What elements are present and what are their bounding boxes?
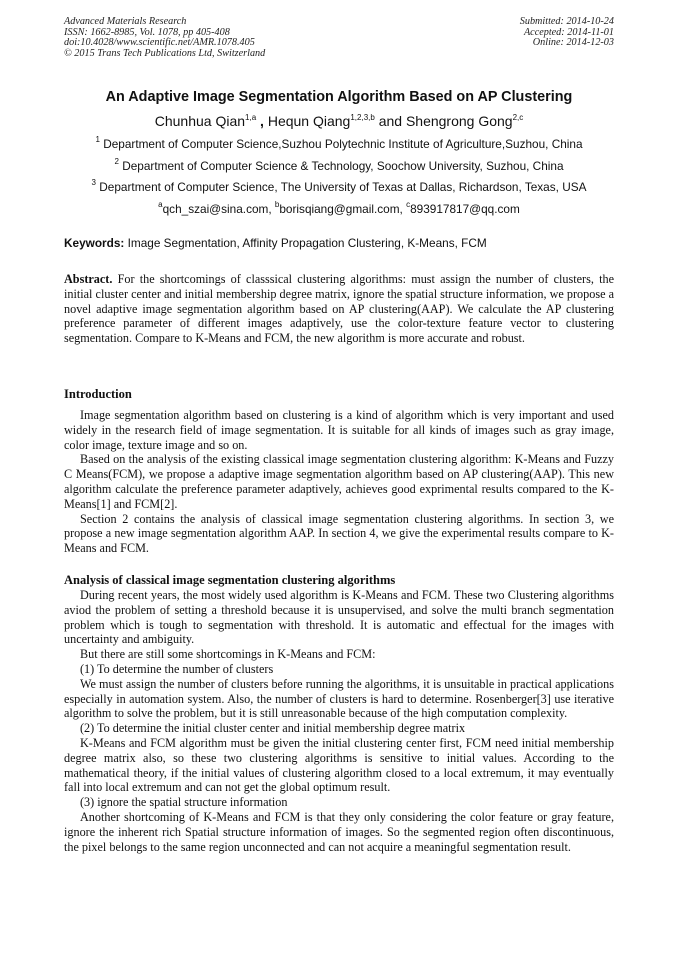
online-date: Online: 2014-12-03	[532, 37, 614, 49]
copyright-line: © 2015 Trans Tech Publications Ltd, Switzerland	[64, 48, 266, 60]
journal-name: Advanced Materials Research	[64, 16, 187, 27]
affiliation-number: 3	[91, 178, 96, 187]
email-address: 893917817@qq.com	[410, 202, 520, 216]
paragraph: But there are still some shortcomings in K-Means and FCM:	[80, 647, 376, 662]
author-separator: ,	[256, 113, 268, 129]
abstract	[64, 272, 614, 346]
doi-line: doi:10.4028/www.scientific.net/AMR.1078.405	[64, 37, 255, 49]
abstract-label: Abstract.	[64, 272, 113, 286]
affiliation-2	[0, 159, 678, 174]
paragraph: We must assign the number of clusters before running the algorithms, it is unsuitable in practical applications especially in automation system. Also, the number of clusters is hard to determine. Rosenberger[3] use iterative algorithm to solve the problem, but it is still unreasonable because of the high computation complexity.	[64, 676, 614, 721]
author-affiliation-marker: 1,2,3,b	[350, 113, 375, 122]
affiliation-number: 2	[114, 157, 119, 166]
abstract-text: For the shortcomings of classsical clustering algorithms: must assign the number of clusters, the initial cluster center and initial membership degree matrix, ignore the spatial structure information, we propose a novel adaptive image segmentation algorithm based on AP clustering(AAP). We calculate the AP clustering preference parameter of different images adaptively, use the color-texture feature vector to clustering segmentation. Compare to K-Means and FCM, the new algorithm is more accurate and robust.	[64, 272, 614, 346]
issn-line: ISSN: 1662-8985, Vol. 1078, pp 405-408	[64, 26, 230, 38]
affiliation-3	[0, 180, 678, 195]
author-list	[0, 112, 678, 130]
paragraph: Based on the analysis of the existing classical image segmentation clustering algorithm: K-Means and Fuzzy C Means(FCM), we propose a adaptive image segmentation algorithm based on AP clustering(AAP). This new algorithm calculate the preference parameter adaptively, achieves good exprimental results compared to the K-Means[1] and FCM[2].	[64, 452, 614, 511]
affiliation-text: Department of Computer Science, The University of Texas at Dallas, Richardson, Texas, USA	[99, 180, 587, 194]
author-separator: and	[374, 113, 406, 129]
author-name: Hequn Qiang	[267, 113, 351, 129]
submitted-date: Submitted: 2014-10-24	[519, 16, 614, 27]
paper-title: An Adaptive Image Segmentation Algorithm Based on AP Clustering	[105, 89, 573, 105]
list-item-heading: (1) To determine the number of clusters	[80, 661, 274, 676]
publication-dates	[520, 17, 614, 49]
author-emails	[0, 202, 678, 217]
paragraph: K-Means and FCM algorithm must be given the initial clustering center first, FCM need initial membership degree matrix also, so these two clustering algorithms is sensitive to initial values. According to the mathematical theory, if the initial values of clustering algorithm closed to a local extremum, it may eventually fall into local extremum and can not get the global optimum result.	[64, 735, 614, 795]
paragraph: During recent years, the most widely used algorithm is K-Means and FCM. These two Clustering algorithms aviod the problem of setting a threshold because it is unsupervised, and solve the multi branch segmentation problem which is tough to segmentation with threshold. It is automatic and effectual for the images with uncertainty and ambiguity.	[64, 588, 614, 647]
keywords-label: Keywords:	[64, 236, 125, 250]
keywords	[64, 236, 614, 251]
author-affiliation-marker: 1,a	[245, 113, 257, 122]
introduction-body	[64, 408, 614, 556]
email-address: borisqiang@gmail.com,	[279, 202, 407, 216]
list-item-heading: (3) ignore the spatial structure information	[80, 795, 288, 810]
author-name: Shengrong Gong	[405, 113, 513, 129]
email-marker: a	[158, 200, 163, 209]
email-marker: c	[406, 200, 411, 209]
email-address: qch_szai@sina.com,	[162, 202, 275, 216]
paragraph: Another shortcoming of K-Means and FCM is that they only considering the color feature or gray feature, ignore the inherent rich Spatial structure information of images. So the segmented region often discontinuous, the pixel belongs to the same region unconnected and can not acquire a meaningful segmentation result.	[64, 809, 614, 854]
keywords-text: Image Segmentation, Affinity Propagation Clustering, K-Means, FCM	[124, 236, 487, 250]
analysis-body	[64, 588, 614, 854]
author-affiliation-marker: 2,c	[512, 113, 524, 122]
paragraph: Section 2 contains the analysis of classical image segmentation clustering algorithms. In section 3, we propose a new image segmentation algorithm AAP. In section 4, we give the experimental results compare to K-Means and FCM.	[64, 511, 614, 556]
author-name: Chunhua Qian	[154, 113, 246, 129]
affiliation-text: Department of Computer Science & Technology, Soochow University, Suzhou, China	[122, 159, 564, 173]
section-heading-analysis: Analysis of classical image segmentation clustering algorithms	[64, 573, 396, 587]
paragraph: Image segmentation algorithm based on clustering is a kind of algorithm which is very important and used widely in the research field of image segmentation. It is suitable for all kinds of images such as gray image, color image, texture image and so on.	[64, 408, 614, 452]
journal-info	[64, 17, 265, 60]
affiliation-text: Department of Computer Science,Suzhou Polytechnic Institute of Agriculture,Suzhou, China	[103, 137, 583, 151]
list-item-heading: (2) To determine the initial cluster center and initial membership degree matrix	[80, 721, 466, 736]
affiliation-1	[0, 137, 678, 152]
section-heading-introduction: Introduction	[64, 387, 132, 401]
affiliation-number: 1	[95, 135, 100, 144]
email-marker: b	[274, 200, 280, 209]
accepted-date: Accepted: 2014-11-01	[523, 26, 614, 38]
